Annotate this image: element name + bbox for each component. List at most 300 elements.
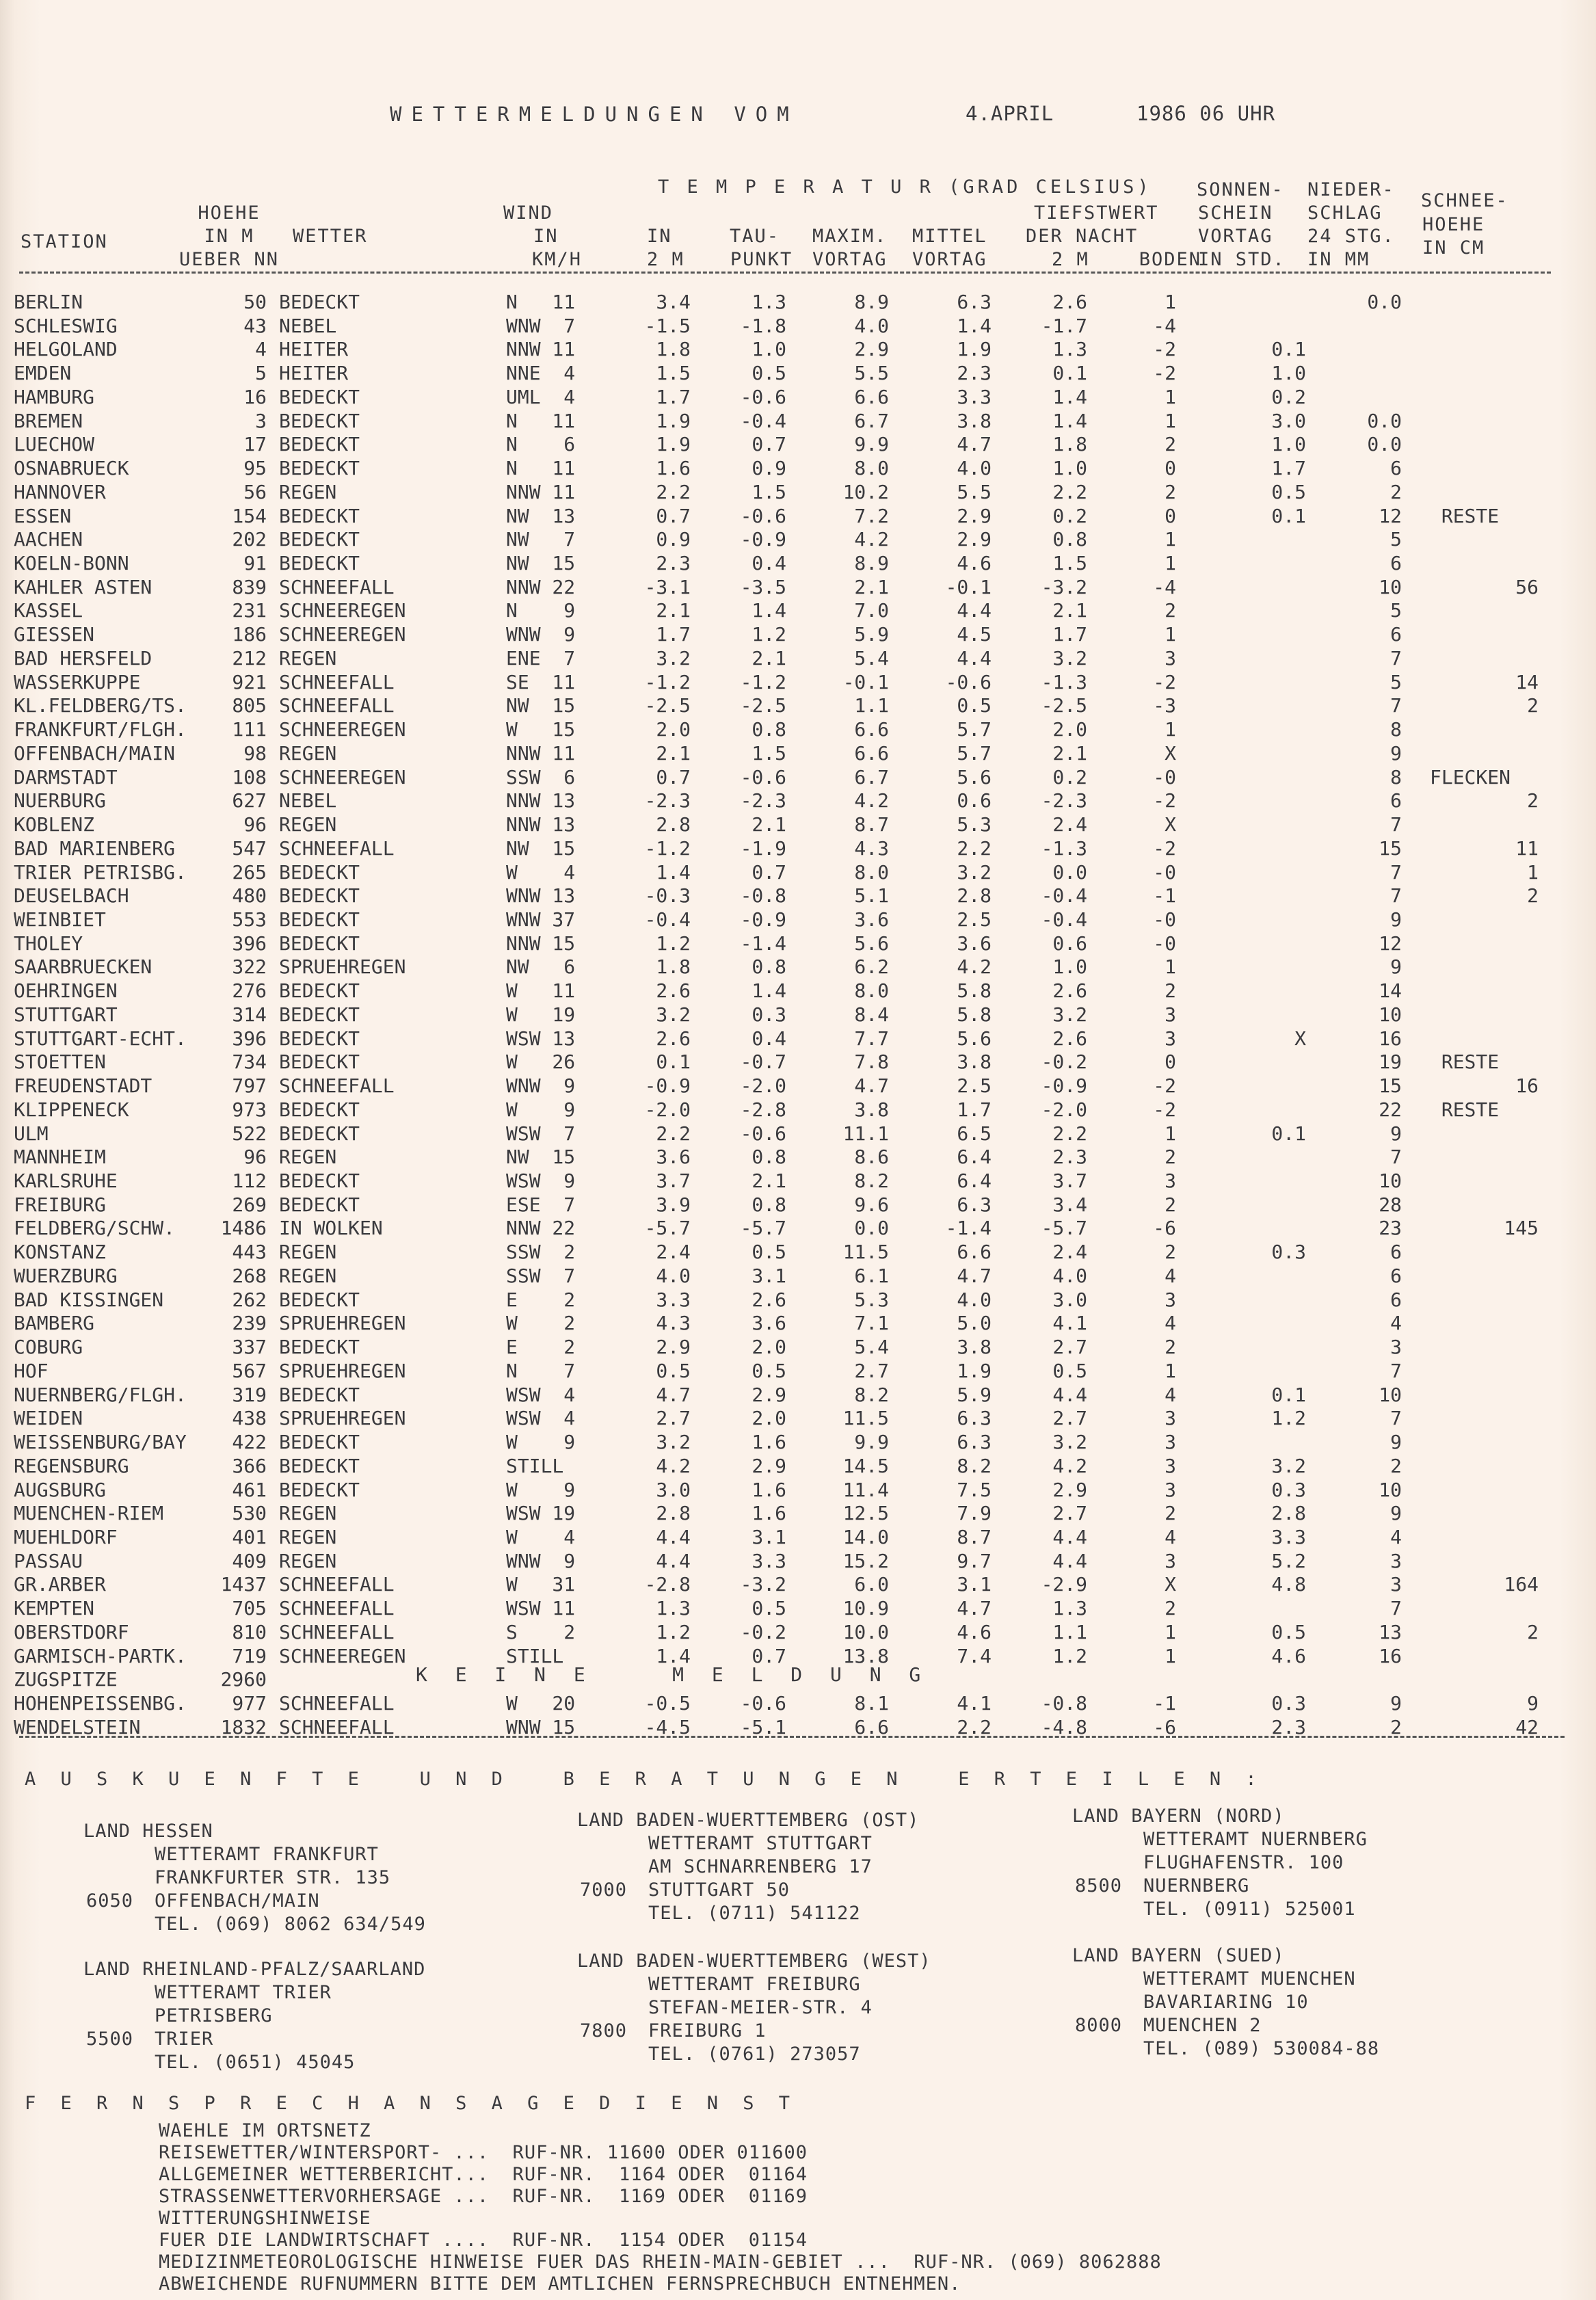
header-maxim-2: VORTAG bbox=[812, 249, 888, 270]
min-temp-2m: 2.2 bbox=[1052, 480, 1087, 503]
contact-hessen-plz: 6050 bbox=[86, 1890, 134, 1912]
precipitation: 12 bbox=[1379, 931, 1402, 955]
station-name: GR.ARBER bbox=[14, 1573, 106, 1596]
weather: BEDECKT bbox=[279, 433, 360, 456]
weather: SCHNEEREGEN bbox=[279, 1644, 406, 1667]
weather: SPRUEHREGEN bbox=[279, 1407, 406, 1430]
station-name: BAD MARIENBERG bbox=[14, 836, 176, 860]
precipitation: 4 bbox=[1390, 1525, 1402, 1548]
dewpoint: -0.4 bbox=[740, 409, 786, 432]
temp-2m: 0.1 bbox=[656, 1050, 691, 1074]
min-temp-2m: 2.2 bbox=[1052, 1122, 1087, 1145]
temp-2m: 2.1 bbox=[656, 599, 691, 622]
min-temp-ground: 1 bbox=[1165, 528, 1176, 551]
sunshine: 1.0 bbox=[1271, 362, 1306, 385]
max-temp: 5.3 bbox=[854, 1288, 889, 1311]
min-temp-2m: 0.0 bbox=[1052, 860, 1087, 884]
max-temp: 9.9 bbox=[854, 433, 889, 456]
mean-temp: 2.2 bbox=[957, 1715, 992, 1739]
precipitation: 23 bbox=[1379, 1217, 1402, 1240]
weather: IN WOLKEN bbox=[279, 1217, 383, 1240]
weather: BEDECKT bbox=[279, 1098, 360, 1121]
min-temp-ground: 1 bbox=[1165, 409, 1176, 432]
weather: BEDECKT bbox=[279, 1383, 360, 1406]
precipitation: 2 bbox=[1390, 1454, 1402, 1477]
temp-2m: 1.4 bbox=[656, 1644, 691, 1667]
mean-temp: 2.2 bbox=[957, 836, 992, 860]
temp-2m: 1.9 bbox=[656, 409, 691, 432]
station-height: 4 bbox=[255, 338, 267, 361]
dewpoint: 0.8 bbox=[752, 955, 786, 979]
mean-temp: 3.1 bbox=[957, 1573, 992, 1596]
mean-temp: 6.5 bbox=[957, 1122, 992, 1145]
fernsprech-line: WITTERUNGSHINWEISE bbox=[159, 2208, 371, 2229]
header-tiefst-2: DER NACHT bbox=[1026, 226, 1139, 247]
mean-temp: 3.8 bbox=[957, 1050, 992, 1074]
precipitation: 15 bbox=[1379, 836, 1402, 860]
min-temp-2m: -3.2 bbox=[1041, 575, 1087, 598]
temp-2m: -2.0 bbox=[644, 1098, 691, 1121]
mean-temp: 9.7 bbox=[957, 1549, 992, 1572]
wind: NNE 4 bbox=[506, 362, 576, 385]
sunshine: 0.1 bbox=[1271, 1383, 1306, 1406]
temp-2m: 1.8 bbox=[656, 338, 691, 361]
precipitation: 7 bbox=[1390, 813, 1402, 836]
dewpoint: 1.2 bbox=[752, 623, 786, 646]
contact-bw-west-line: STEFAN-MEIER-STR. 4 bbox=[648, 1997, 873, 2018]
station-name: HANNOVER bbox=[14, 480, 106, 503]
station-height: 98 bbox=[243, 741, 267, 765]
dewpoint: 2.1 bbox=[752, 1169, 786, 1192]
station-height: 480 bbox=[232, 884, 267, 908]
max-temp: 6.1 bbox=[854, 1264, 889, 1287]
precipitation: 6 bbox=[1390, 1288, 1402, 1311]
min-temp-ground: 1 bbox=[1165, 955, 1176, 979]
station-height: 921 bbox=[232, 670, 267, 693]
min-temp-ground: 1 bbox=[1165, 552, 1176, 575]
temp-2m: 3.9 bbox=[656, 1193, 691, 1216]
max-temp: -0.1 bbox=[842, 670, 889, 693]
table-row bbox=[0, 884, 1596, 908]
contact-bayern-sued-line: WETTERAMT MUENCHEN bbox=[1143, 1968, 1356, 1990]
precipitation: 3 bbox=[1390, 1549, 1402, 1572]
wind: NNW 15 bbox=[506, 931, 576, 955]
wind: NW 15 bbox=[506, 552, 576, 575]
min-temp-ground: -3 bbox=[1153, 694, 1176, 717]
wind: WSW 7 bbox=[506, 1122, 576, 1145]
temp-2m: 2.6 bbox=[656, 979, 691, 1003]
wind: ESE 7 bbox=[506, 1193, 576, 1216]
max-temp: 8.2 bbox=[854, 1169, 889, 1192]
weather: BEDECKT bbox=[279, 528, 360, 551]
contact-bw-ost-land: LAND BADEN-WUERTTEMBERG (OST) bbox=[577, 1810, 920, 1831]
precipitation: 9 bbox=[1390, 1692, 1402, 1715]
sunshine: 5.2 bbox=[1271, 1549, 1306, 1572]
header-tiefst-3: 2 M BODEN bbox=[1052, 249, 1202, 270]
precipitation: 19 bbox=[1379, 1050, 1402, 1074]
station-name: DARMSTADT bbox=[14, 765, 118, 789]
station-name: KLIPPENECK bbox=[14, 1098, 129, 1121]
sunshine: 4.8 bbox=[1271, 1573, 1306, 1596]
table-row bbox=[0, 1407, 1596, 1430]
contact-bayern-nord-line: WETTERAMT NUERNBERG bbox=[1143, 1829, 1368, 1850]
station-height: 112 bbox=[232, 1169, 267, 1192]
dewpoint: -5.1 bbox=[740, 1715, 786, 1739]
dewpoint: 1.4 bbox=[752, 599, 786, 622]
temp-2m: -0.4 bbox=[644, 908, 691, 931]
wind: NW 13 bbox=[506, 504, 576, 527]
temp-2m: 1.6 bbox=[656, 457, 691, 480]
min-temp-ground: -2 bbox=[1153, 670, 1176, 693]
precipitation: 10 bbox=[1379, 1003, 1402, 1026]
header-taupunkt-1: TAU- bbox=[730, 226, 780, 247]
min-temp-2m: 3.0 bbox=[1052, 1288, 1087, 1311]
table-row bbox=[0, 1027, 1596, 1050]
mean-temp: 2.5 bbox=[957, 1074, 992, 1098]
min-temp-ground: 3 bbox=[1165, 646, 1176, 670]
max-temp: 2.7 bbox=[854, 1359, 889, 1382]
dewpoint: 0.7 bbox=[752, 433, 786, 456]
max-temp: 1.1 bbox=[854, 694, 889, 717]
weather: BEDECKT bbox=[279, 504, 360, 527]
min-temp-2m: 1.5 bbox=[1052, 552, 1087, 575]
weather: REGEN bbox=[279, 1502, 337, 1525]
station-height: 314 bbox=[232, 1003, 267, 1026]
min-temp-ground: -4 bbox=[1153, 314, 1176, 337]
dewpoint: -0.9 bbox=[740, 908, 786, 931]
fernsprech-line: FUER DIE LANDWIRTSCHAFT .... RUF-NR. 1154 ODER 01154 bbox=[159, 2230, 808, 2251]
dewpoint: 0.4 bbox=[752, 1027, 786, 1050]
min-temp-2m: 1.3 bbox=[1052, 1597, 1087, 1620]
max-temp: 7.0 bbox=[854, 599, 889, 622]
sunshine: 3.3 bbox=[1271, 1525, 1306, 1548]
dewpoint: 0.7 bbox=[752, 1644, 786, 1667]
station-height: 186 bbox=[232, 623, 267, 646]
precipitation: 13 bbox=[1379, 1620, 1402, 1643]
dewpoint: 1.4 bbox=[752, 979, 786, 1003]
station-name: HELGOLAND bbox=[14, 338, 118, 361]
max-temp: 4.0 bbox=[854, 314, 889, 337]
wind: WSW 19 bbox=[506, 1502, 576, 1525]
station-name: AUGSBURG bbox=[14, 1478, 106, 1501]
precipitation: 7 bbox=[1390, 1146, 1402, 1169]
temp-2m: -2.8 bbox=[644, 1573, 691, 1596]
mean-temp: 5.8 bbox=[957, 979, 992, 1003]
header-tiefst-1: TIEFSTWERT bbox=[1034, 202, 1159, 224]
contact-rlp-line: WETTERAMT TRIER bbox=[155, 1982, 332, 2003]
precipitation: 10 bbox=[1379, 575, 1402, 598]
snow-depth: FLECKEN bbox=[1429, 765, 1511, 789]
station-height: 202 bbox=[232, 528, 267, 551]
table-row bbox=[0, 766, 1596, 789]
sunshine: 0.1 bbox=[1271, 1122, 1306, 1145]
min-temp-ground: 3 bbox=[1165, 1549, 1176, 1572]
sunshine: 0.3 bbox=[1271, 1692, 1306, 1715]
weather: REGEN bbox=[279, 1146, 337, 1169]
station-height: 522 bbox=[232, 1122, 267, 1145]
weather: HEITER bbox=[279, 338, 349, 361]
max-temp: 5.4 bbox=[854, 646, 889, 670]
wind: NNW 22 bbox=[506, 1217, 576, 1240]
min-temp-2m: 4.0 bbox=[1052, 1264, 1087, 1287]
table-row bbox=[0, 386, 1596, 409]
table-row bbox=[0, 813, 1596, 836]
contact-rlp-plz: 5500 bbox=[86, 2028, 134, 2050]
station-height: 5 bbox=[255, 362, 267, 385]
station-name: EMDEN bbox=[14, 362, 72, 385]
contact-bayern-nord-plz: 8500 bbox=[1075, 1875, 1123, 1896]
wind: NNW 11 bbox=[506, 741, 576, 765]
station-name: FELDBERG/SCHW. bbox=[14, 1217, 176, 1240]
mean-temp: -0.6 bbox=[945, 670, 992, 693]
min-temp-ground: -6 bbox=[1153, 1217, 1176, 1240]
fernsprech-line: MEDIZINMETEOROLOGISCHE HINWEISE FUER DAS RHEIN-MAIN-GEBIET ... RUF-NR. (069) 8062888 bbox=[159, 2251, 1162, 2273]
weather: REGEN bbox=[279, 1241, 337, 1264]
wind: WNW 9 bbox=[506, 1074, 576, 1098]
min-temp-ground: 1 bbox=[1165, 385, 1176, 408]
dewpoint: -0.6 bbox=[740, 504, 786, 527]
precipitation: 9 bbox=[1390, 1122, 1402, 1145]
min-temp-ground: -1 bbox=[1153, 1692, 1176, 1715]
station-height: 734 bbox=[232, 1050, 267, 1074]
dewpoint: -0.6 bbox=[740, 385, 786, 408]
wind: N 7 bbox=[506, 1359, 576, 1382]
station-height: 337 bbox=[232, 1336, 267, 1359]
table-row bbox=[0, 861, 1596, 884]
header-divider bbox=[19, 272, 1551, 274]
weather: SCHNEEFALL bbox=[279, 575, 395, 598]
min-temp-ground: -2 bbox=[1153, 789, 1176, 812]
fernsprech-line: ALLGEMEINER WETTERBERICHT... RUF-NR. 1164 ODER 01164 bbox=[159, 2164, 808, 2185]
weather: SCHNEEFALL bbox=[279, 1597, 395, 1620]
station-height: 91 bbox=[243, 552, 267, 575]
table-row bbox=[0, 505, 1596, 528]
mean-temp: 3.6 bbox=[957, 931, 992, 955]
temp-2m: 0.9 bbox=[656, 528, 691, 551]
table-row bbox=[0, 1526, 1596, 1549]
min-temp-ground: X bbox=[1165, 813, 1176, 836]
table-row bbox=[0, 1550, 1596, 1573]
min-temp-2m: 1.0 bbox=[1052, 457, 1087, 480]
precipitation: 16 bbox=[1379, 1027, 1402, 1050]
mean-temp: 0.5 bbox=[957, 694, 992, 717]
mean-temp: 4.7 bbox=[957, 433, 992, 456]
snow-depth: RESTE bbox=[1441, 504, 1500, 527]
mean-temp: 6.3 bbox=[957, 291, 992, 313]
station-height: 719 bbox=[232, 1644, 267, 1667]
weather: SCHNEEFALL bbox=[279, 1074, 395, 1098]
max-temp: 7.7 bbox=[854, 1027, 889, 1050]
weather: BEDECKT bbox=[279, 1336, 360, 1359]
min-temp-ground: 1 bbox=[1165, 1620, 1176, 1643]
max-temp: 5.4 bbox=[854, 1336, 889, 1359]
temp-2m: 2.1 bbox=[656, 741, 691, 765]
weather: BEDECKT bbox=[279, 1193, 360, 1216]
precipitation: 14 bbox=[1379, 979, 1402, 1003]
dewpoint: 1.0 bbox=[752, 338, 786, 361]
station-height: 366 bbox=[232, 1454, 267, 1477]
station-name: KOBLENZ bbox=[14, 813, 95, 836]
sunshine: 1.0 bbox=[1271, 433, 1306, 456]
dewpoint: 1.6 bbox=[752, 1478, 786, 1501]
sunshine: 3.2 bbox=[1271, 1454, 1306, 1477]
table-row bbox=[0, 647, 1596, 670]
sunshine: X bbox=[1294, 1027, 1306, 1050]
station-height: 262 bbox=[232, 1288, 267, 1311]
precipitation: 6 bbox=[1390, 623, 1402, 646]
station-height: 422 bbox=[232, 1431, 267, 1454]
min-temp-2m: 2.4 bbox=[1052, 1241, 1087, 1264]
temp-2m: 4.3 bbox=[656, 1312, 691, 1335]
mean-temp: 1.7 bbox=[957, 1098, 992, 1121]
max-temp: 5.5 bbox=[854, 362, 889, 385]
dewpoint: 0.8 bbox=[752, 1146, 786, 1169]
header-nieder-1: NIEDER- bbox=[1307, 179, 1395, 200]
dewpoint: -0.6 bbox=[740, 1692, 786, 1715]
station-height: 627 bbox=[232, 789, 267, 812]
snow-depth: 42 bbox=[1515, 1715, 1539, 1739]
precipitation: 2 bbox=[1390, 1715, 1402, 1739]
station-name: OEHRINGEN bbox=[14, 979, 118, 1003]
contact-hessen-line: WETTERAMT FRANKFURT bbox=[155, 1844, 379, 1865]
contact-bayern-nord-phone: TEL. (0911) 525001 bbox=[1143, 1899, 1356, 1920]
min-temp-ground: 0 bbox=[1165, 457, 1176, 480]
min-temp-2m: -0.4 bbox=[1041, 908, 1087, 931]
max-temp: 8.0 bbox=[854, 860, 889, 884]
max-temp: 7.2 bbox=[854, 504, 889, 527]
max-temp: 6.2 bbox=[854, 955, 889, 979]
station-height: 50 bbox=[243, 291, 267, 313]
table-row bbox=[0, 1241, 1596, 1264]
min-temp-2m: 3.2 bbox=[1052, 646, 1087, 670]
precipitation: 5 bbox=[1390, 599, 1402, 622]
station-height: 1437 bbox=[220, 1573, 267, 1596]
min-temp-2m: -0.4 bbox=[1041, 884, 1087, 908]
station-name: KAHLER ASTEN bbox=[14, 575, 152, 598]
max-temp: 11.1 bbox=[842, 1122, 889, 1145]
snow-depth: 9 bbox=[1527, 1692, 1539, 1715]
max-temp: 8.0 bbox=[854, 457, 889, 480]
min-temp-2m: 2.6 bbox=[1052, 979, 1087, 1003]
station-height: 839 bbox=[232, 575, 267, 598]
max-temp: 2.1 bbox=[854, 575, 889, 598]
max-temp: 8.1 bbox=[854, 1692, 889, 1715]
dewpoint: -2.5 bbox=[740, 694, 786, 717]
min-temp-2m: 2.6 bbox=[1052, 291, 1087, 313]
precipitation: 10 bbox=[1379, 1478, 1402, 1501]
sunshine: 0.3 bbox=[1271, 1241, 1306, 1264]
precipitation: 9 bbox=[1390, 1431, 1402, 1454]
station-height: 319 bbox=[232, 1383, 267, 1406]
station-height: 547 bbox=[232, 836, 267, 860]
weather: SCHNEEFALL bbox=[279, 1573, 395, 1596]
station-height: 705 bbox=[232, 1597, 267, 1620]
station-name: NUERNBERG/FLGH. bbox=[14, 1383, 187, 1406]
min-temp-ground: 3 bbox=[1165, 1454, 1176, 1477]
wind: STILL bbox=[506, 1454, 564, 1477]
table-row bbox=[0, 1193, 1596, 1217]
dewpoint: 0.5 bbox=[752, 1597, 786, 1620]
weather: SCHNEEFALL bbox=[279, 836, 395, 860]
min-temp-ground: 1 bbox=[1165, 291, 1176, 313]
precipitation: 7 bbox=[1390, 884, 1402, 908]
temp-2m: 2.6 bbox=[656, 1027, 691, 1050]
dewpoint: -0.2 bbox=[740, 1620, 786, 1643]
wind: W 9 bbox=[506, 1431, 576, 1454]
sunshine: 2.8 bbox=[1271, 1502, 1306, 1525]
weather: SCHNEEFALL bbox=[279, 694, 395, 717]
table-row bbox=[0, 362, 1596, 385]
min-temp-2m: -4.8 bbox=[1041, 1715, 1087, 1739]
weather: BEDECKT bbox=[279, 1169, 360, 1192]
min-temp-2m: 1.4 bbox=[1052, 409, 1087, 432]
precipitation: 9 bbox=[1390, 1502, 1402, 1525]
header-nieder-2: SCHLAG bbox=[1307, 202, 1383, 224]
dewpoint: 3.1 bbox=[752, 1264, 786, 1287]
temp-2m: -3.1 bbox=[644, 575, 691, 598]
wind: NW 7 bbox=[506, 528, 576, 551]
temp-2m: 3.4 bbox=[656, 291, 691, 313]
wind: W 19 bbox=[506, 1003, 576, 1026]
station-name: MUENCHEN-RIEM bbox=[14, 1502, 164, 1525]
temp-2m: -0.9 bbox=[644, 1074, 691, 1098]
header-wind-3: KM/H bbox=[532, 249, 583, 270]
wind: WNW 37 bbox=[506, 908, 576, 931]
dewpoint: 2.1 bbox=[752, 646, 786, 670]
dewpoint: -2.0 bbox=[740, 1074, 786, 1098]
dewpoint: 2.6 bbox=[752, 1288, 786, 1311]
temp-2m: -2.5 bbox=[644, 694, 691, 717]
mean-temp: 4.5 bbox=[957, 623, 992, 646]
dewpoint: -2.3 bbox=[740, 789, 786, 812]
max-temp: 6.6 bbox=[854, 385, 889, 408]
snow-depth: 56 bbox=[1515, 575, 1539, 598]
dewpoint: 1.6 bbox=[752, 1431, 786, 1454]
station-name: DEUSELBACH bbox=[14, 884, 129, 908]
header-sonnen-2: SCHEIN bbox=[1198, 202, 1273, 224]
station-height: 810 bbox=[232, 1620, 267, 1643]
snow-depth: 145 bbox=[1504, 1217, 1539, 1240]
station-height: 56 bbox=[243, 480, 267, 503]
mean-temp: 1.9 bbox=[957, 1359, 992, 1382]
min-temp-2m: -0.9 bbox=[1041, 1074, 1087, 1098]
station-name: GARMISCH-PARTK. bbox=[14, 1644, 187, 1667]
wind: SSW 7 bbox=[506, 1264, 576, 1287]
max-temp: 4.2 bbox=[854, 528, 889, 551]
min-temp-ground: 1 bbox=[1165, 623, 1176, 646]
mean-temp: 8.2 bbox=[957, 1454, 992, 1477]
snow-depth: RESTE bbox=[1441, 1050, 1500, 1074]
min-temp-2m: -2.9 bbox=[1041, 1573, 1087, 1596]
sunshine: 1.2 bbox=[1271, 1407, 1306, 1430]
precipitation: 3 bbox=[1390, 1573, 1402, 1596]
max-temp: 8.9 bbox=[854, 552, 889, 575]
max-temp: 10.2 bbox=[842, 480, 889, 503]
header-maxim-1: MAXIM. bbox=[812, 226, 888, 247]
min-temp-ground: 3 bbox=[1165, 1027, 1176, 1050]
min-temp-2m: -0.8 bbox=[1041, 1692, 1087, 1715]
station-name: GIESSEN bbox=[14, 623, 95, 646]
station-name: FREUDENSTADT bbox=[14, 1074, 152, 1098]
precipitation: 7 bbox=[1390, 646, 1402, 670]
table-row bbox=[0, 481, 1596, 504]
wind: E 2 bbox=[506, 1288, 576, 1311]
temp-2m: 2.3 bbox=[656, 552, 691, 575]
mean-temp: 2.8 bbox=[957, 884, 992, 908]
wind: STILL bbox=[506, 1644, 564, 1667]
weather: NEBEL bbox=[279, 789, 337, 812]
wind: ENE 7 bbox=[506, 646, 576, 670]
